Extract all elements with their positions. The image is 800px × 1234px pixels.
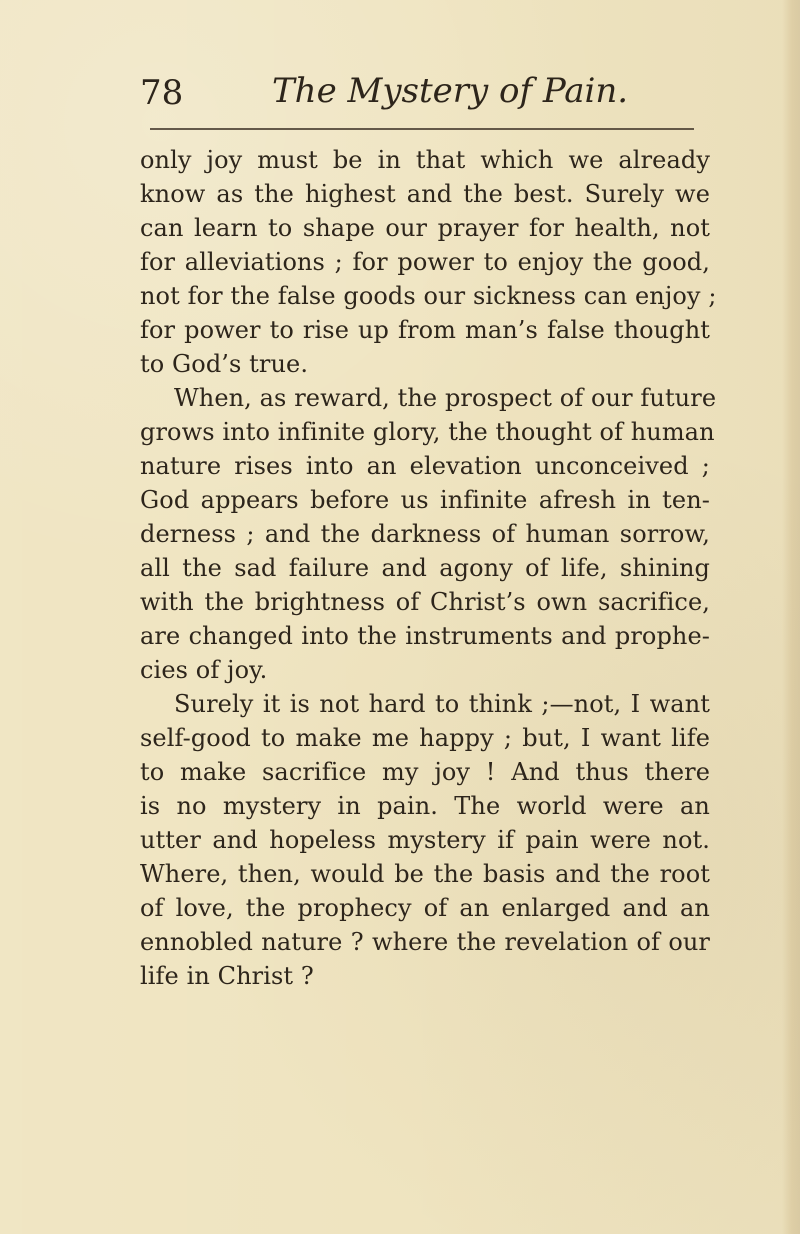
text-line: of love, the prophecy of an enlarged and an [140,894,710,922]
text-line: When, as reward, the prospect of our future [174,384,717,412]
text-line: life in Christ ? [140,962,314,990]
page-number: 78 [140,73,184,113]
text-line: Surely it is not hard to think ;—not, I want [174,690,710,718]
header-rule [150,128,694,130]
text-line: for power to rise up from man’s false thought [140,316,710,344]
text-line: for alleviations ; for power to enjoy the good, [140,248,710,276]
text-line: Where, then, would be the basis and the root [140,860,710,888]
text-line: not for the false goods our sickness can enjoy ; [140,282,717,310]
text-line: all the sad failure and agony of life, shining [140,554,710,582]
text-line: can learn to shape our prayer for health, not [140,214,710,242]
page-edge-shadow [782,0,800,1234]
text-line: know as the highest and the best. Surely we [140,180,710,208]
text-line: derness ; and the darkness of human sorrow, [140,520,710,548]
running-title: The Mystery of Pain. [272,71,629,111]
page-header [140,71,700,122]
text-line: utter and hopeless mystery if pain were not. [140,826,710,854]
text-line: ennobled nature ? where the revelation of our [140,928,710,956]
text-line: God appears before us infinite afresh in ten- [140,486,710,514]
text-line: only joy must be in that which we already [140,146,710,174]
text-line: self-good to make me happy ; but, I want life [140,724,710,752]
text-line: grows into infinite glory, the thought of human [140,418,715,446]
text-line: cies of joy. [140,656,268,684]
text-line: nature rises into an elevation unconceived ; [140,452,710,480]
text-line: with the brightness of Christ’s own sacrifice, [140,588,710,616]
text-line: are changed into the instruments and prophe- [140,622,710,650]
text-line: is no mystery in pain. The world were an [140,792,710,820]
text-line: to make sacrifice my joy ! And thus there [140,758,710,786]
text-line: to God’s true. [140,350,309,378]
